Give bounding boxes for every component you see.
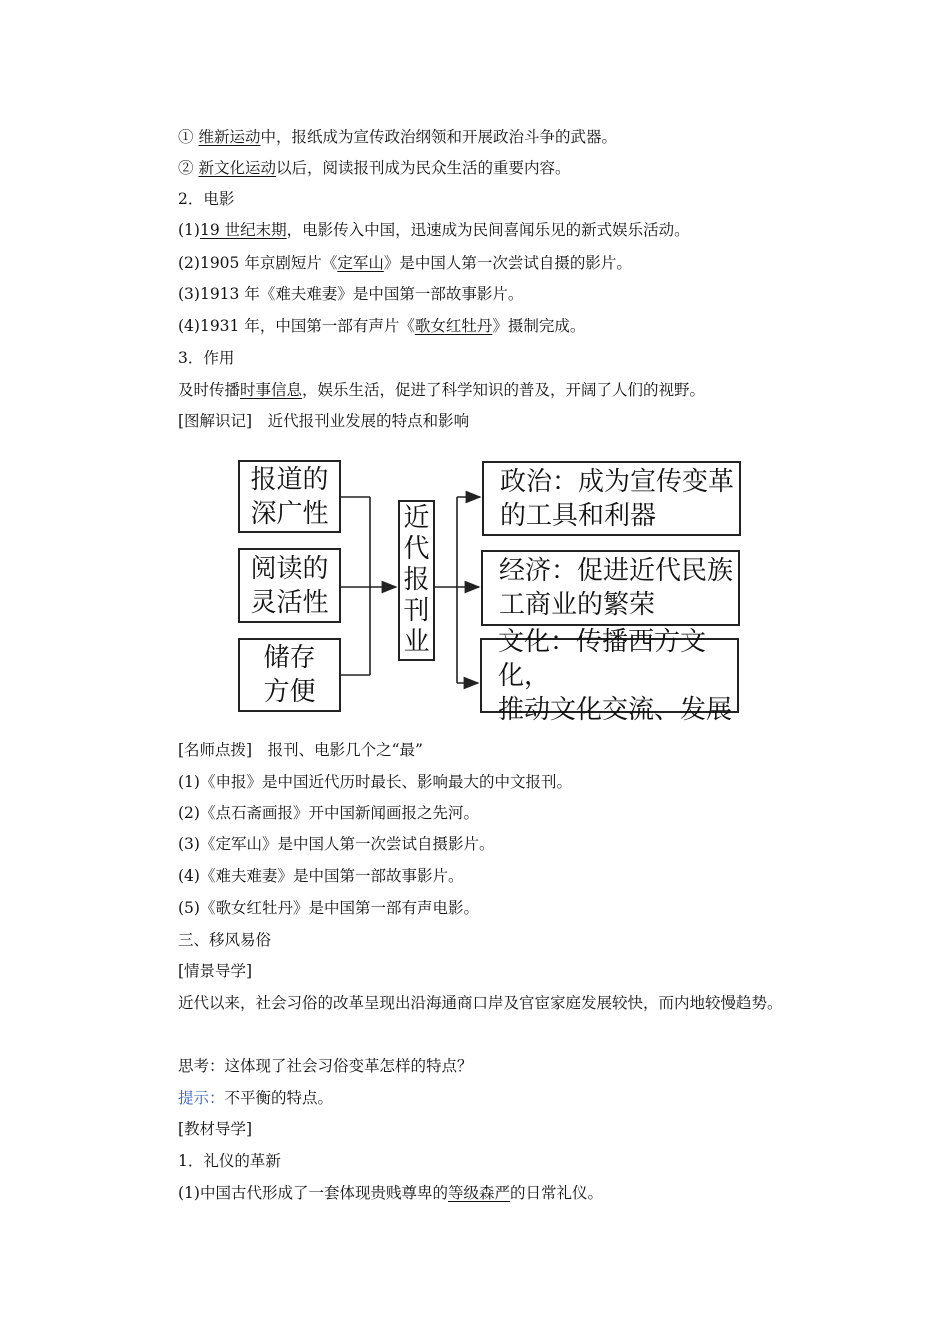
- line-reform-movement: ① 维新运动中，报纸成为宣传政治纲领和开展政治斗争的武器。: [178, 128, 617, 146]
- heading-effect: 3．作用: [178, 349, 235, 367]
- left-box-depth: 报道的 深广性: [238, 460, 341, 533]
- teacher-tips-title: [名师点拨] 报刊、电影几个之“最”: [178, 741, 423, 759]
- center-box-press: 近 代 报 刊 业: [398, 500, 435, 661]
- question: 思考：这体现了社会习俗变革怎样的特点？: [178, 1057, 473, 1075]
- left-box-storage: 储存 方便: [238, 638, 341, 712]
- heading-film: 2．电影: [178, 190, 235, 208]
- right-box-politics: 政治：成为宣传变革 的工具和利器: [482, 461, 741, 536]
- line-film-2: (2)1905 年京剧短片《定军山》是中国人第一次尝试自摄的影片。: [178, 254, 632, 272]
- tip-item: (1)《申报》是中国近代历时最长、影响最大的中文报刊。: [178, 773, 572, 791]
- line-new-culture: ② 新文化运动以后，阅读报刊成为民众生活的重要内容。: [178, 159, 571, 177]
- diagram-caption: [图解识记] 近代报刊业发展的特点和影响: [178, 412, 470, 430]
- hint-label: 提示：: [178, 1089, 225, 1107]
- right-box-economy: 经济：促进近代民族 工商业的繁荣: [481, 550, 740, 626]
- section3-heading: 三、移风易俗: [178, 931, 272, 949]
- hint-line: 提示：不平衡的特点。: [178, 1089, 334, 1107]
- tip-item: (5)《歌女红牡丹》是中国第一部有声电影。: [178, 899, 479, 917]
- scene-text: 近代以来，社会习俗的改革呈现出沿海通商口岸及官宦家庭发展较快，而内地较慢趋势。: [178, 994, 783, 1012]
- sub-heading-etiquette: 1．礼仪的革新: [178, 1152, 281, 1170]
- line-film-3: (3)1913 年《难夫难妻》是中国第一部故事影片。: [178, 285, 524, 303]
- line-effect: 及时传播时事信息，娱乐生活，促进了科学知识的普及，开阔了人们的视野。: [178, 381, 706, 399]
- line-film-1: (1)19 世纪末期，电影传入中国，迅速成为民间喜闻乐见的新式娱乐活动。: [178, 221, 690, 239]
- line-film-4: (4)1931 年，中国第一部有声片《歌女红牡丹》摄制完成。: [178, 317, 586, 335]
- textbook-label: [教材导学]: [178, 1120, 253, 1138]
- tip-item: (4)《难夫难妻》是中国第一部故事影片。: [178, 867, 464, 885]
- left-box-flexibility: 阅读的 灵活性: [238, 548, 341, 623]
- scene-label: [情景导学]: [178, 962, 253, 980]
- right-box-culture: 文化：传播西方文化， 推动文化交流、发展: [480, 638, 739, 713]
- tip-item: (2)《点石斋画报》开中国新闻画报之先河。: [178, 804, 479, 822]
- line-etiquette-1: (1)中国古代形成了一套体现贵贱尊卑的等级森严的日常礼仪。: [178, 1184, 603, 1202]
- tip-item: (3)《定军山》是中国人第一次尝试自摄影片。: [178, 835, 495, 853]
